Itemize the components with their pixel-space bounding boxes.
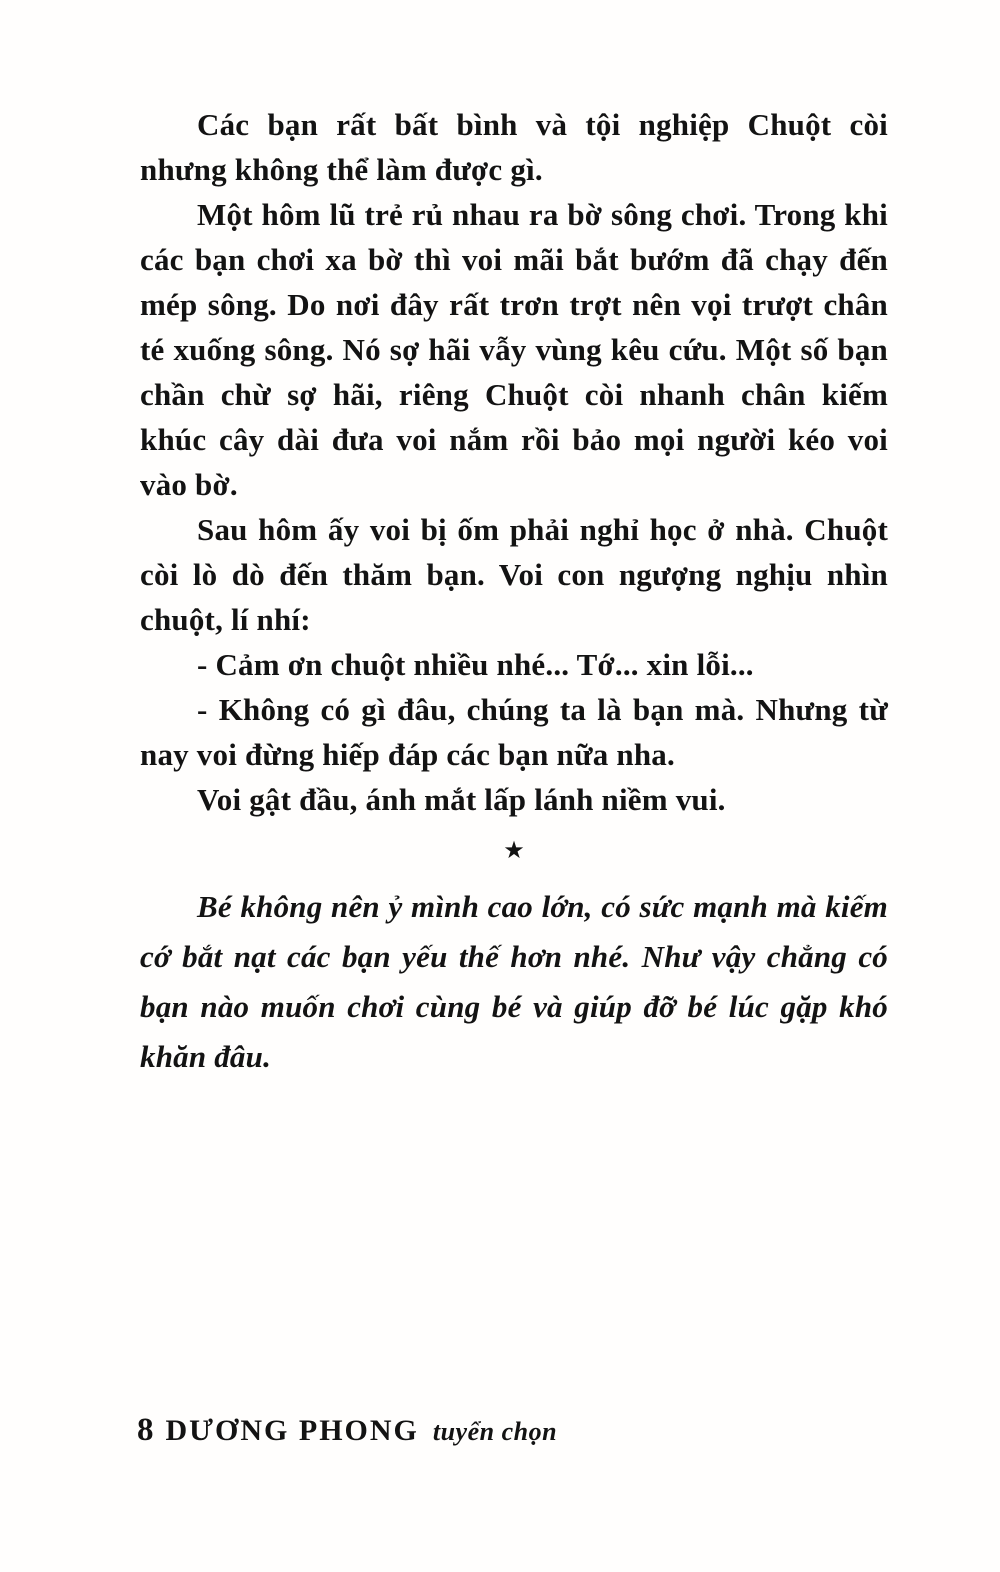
moral-paragraph: Bé không nên ỷ mình cao lớn, có sức mạnh mà kiếm cớ bắt nạt các bạn yếu thế hơn nhé. Như vậy chẳng có bạn nào muốn chơi cùng bé và giúp đỡ bé lúc gặp khó khăn đâu. <box>140 889 888 1074</box>
story-text-block <box>140 102 888 1082</box>
star-divider-icon: ★ <box>503 838 525 864</box>
story-paragraph: Voi gật đầu, ánh mắt lấp lánh niềm vui. <box>197 782 726 817</box>
dialogue-line: - Cảm ơn chuột nhiều nhé... Tớ... xin lỗi... <box>197 647 754 682</box>
page-number: 8 <box>137 1412 154 1448</box>
story-paragraph: Một hôm lũ trẻ rủ nhau ra bờ sông chơi. Trong khi các bạn chơi xa bờ thì voi mãi bắt bướm đã chạy đến mép sông. Do nơi đây rất trơn trợt nên vọi trượt chân té xuống sông. Nó sợ hãi vẫy vùng kêu cứu. Một số bạn chần chừ sợ hãi, riêng Chuột còi nhanh chân kiếm khúc cây dài đưa voi nắm rồi bảo mọi người kéo voi vào bờ. <box>140 197 888 502</box>
page-footer <box>137 1412 557 1449</box>
footer-subtitle: tuyển chọn <box>432 1417 558 1446</box>
dialogue-line: - Không có gì đâu, chúng ta là bạn mà. Nhưng từ nay voi đừng hiếp đáp các bạn nữa nha. <box>140 692 888 772</box>
story-paragraph: Sau hôm ấy voi bị ốm phải nghỉ học ở nhà. Chuột còi lò dò đến thăm bạn. Voi con ngượng nghịu nhìn chuột, lí nhí: <box>140 512 888 637</box>
story-paragraph: Các bạn rất bất bình và tội nghiệp Chuột còi nhưng không thể làm được gì. <box>140 107 888 187</box>
publisher-name: DƯƠNG PHONG <box>165 1414 419 1447</box>
